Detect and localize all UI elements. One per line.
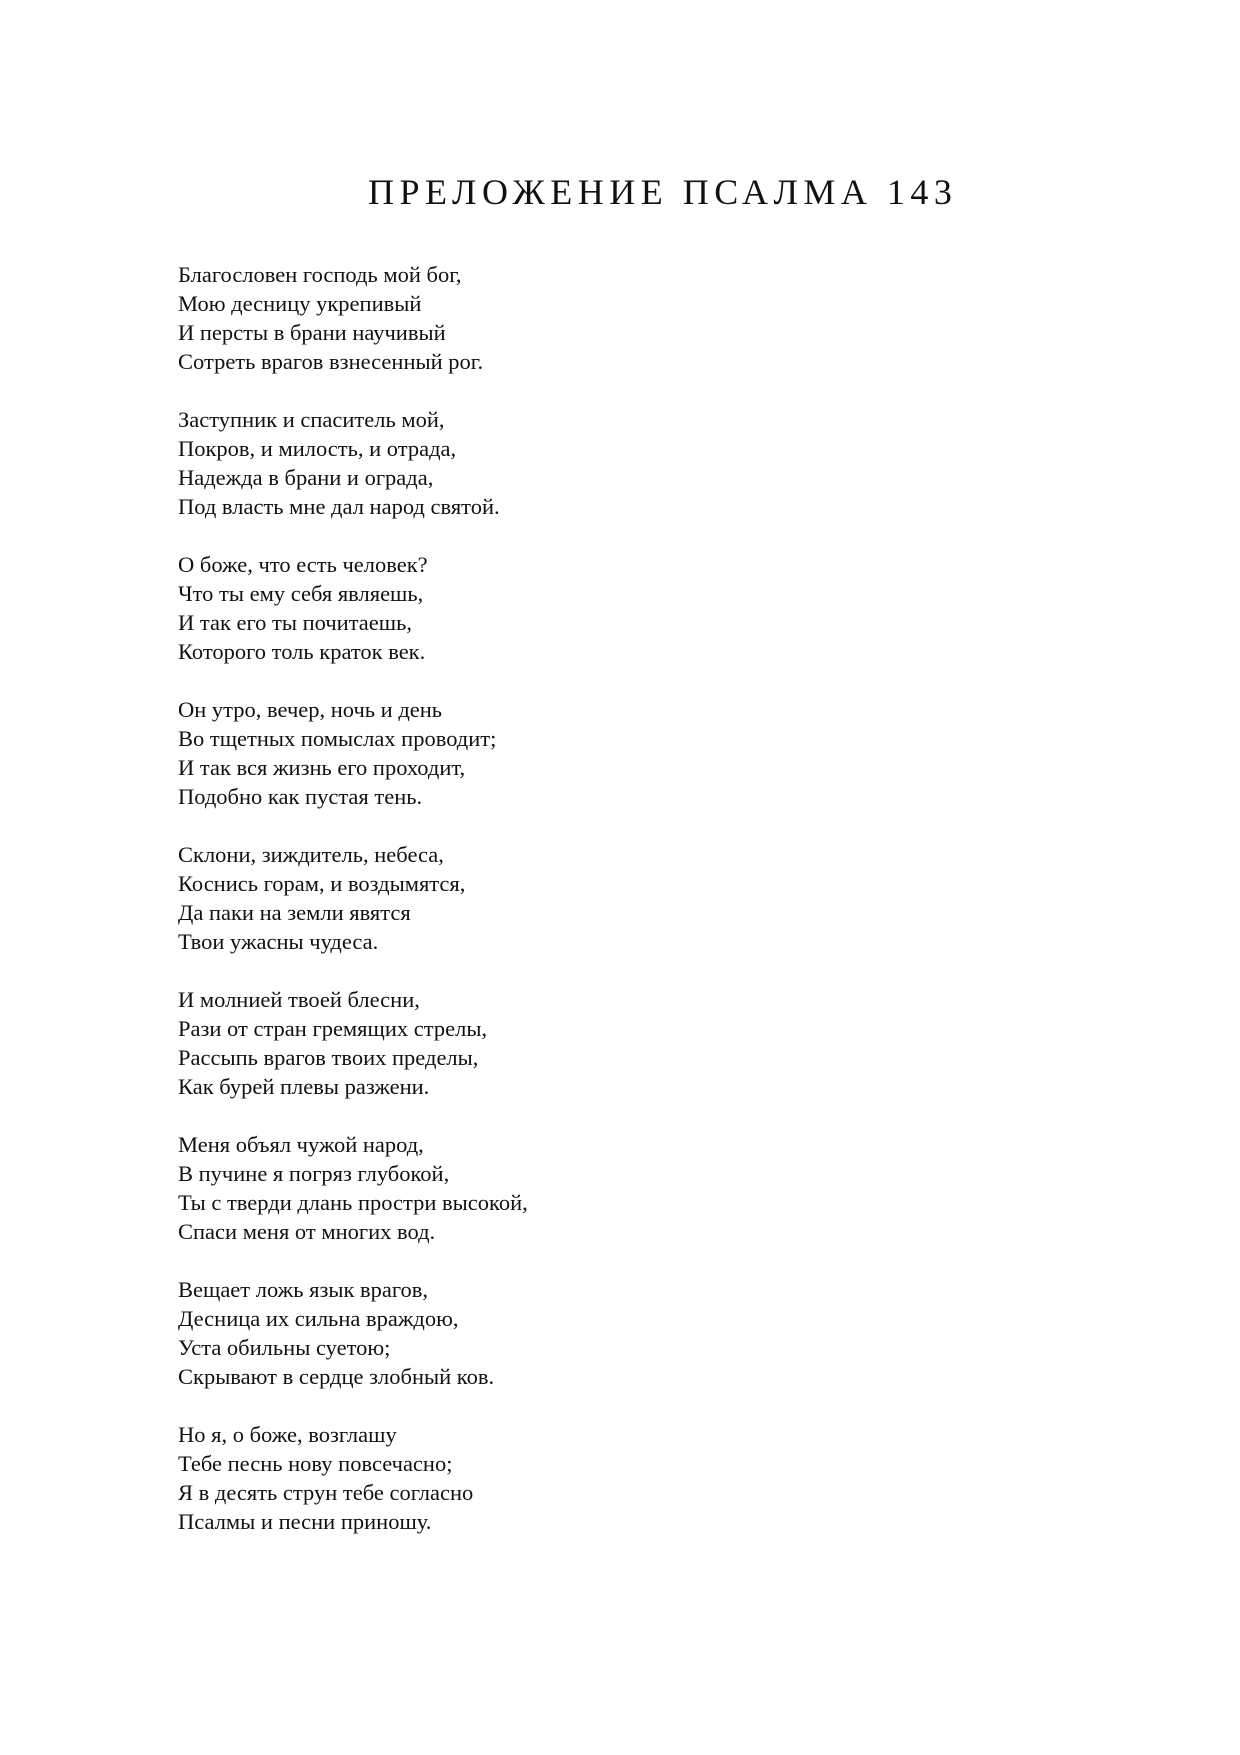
poem-line: Склони, зиждитель, небеса, xyxy=(178,842,444,867)
poem-line: Тебе песнь нову повсечасно; xyxy=(178,1451,453,1476)
poem-line: Мою десницу укрепивый xyxy=(178,291,422,316)
poem-line: О боже, что есть человек? xyxy=(178,552,428,577)
poem-line: Как бурей плевы разжени. xyxy=(178,1074,430,1099)
poem-line: Меня объял чужой народ, xyxy=(178,1132,424,1157)
poem-line: Заступник и спаситель мой, xyxy=(178,407,445,432)
poem-line: Надежда в брани и ограда, xyxy=(178,465,434,490)
poem-line: И так вся жизнь его проходит, xyxy=(178,755,466,780)
poem-line: Он утро, вечер, ночь и день xyxy=(178,697,443,722)
poem-line: Что ты ему себя являешь, xyxy=(178,581,424,606)
poem-line: Подобно как пустая тень. xyxy=(178,784,423,809)
poem-line: Под власть мне дал народ святой. xyxy=(178,494,500,519)
poem-line: Рассыпь врагов твоих пределы, xyxy=(178,1045,479,1070)
poem-line: Которого толь краток век. xyxy=(178,639,426,664)
poem-line: Покров, и милость, и отрада, xyxy=(178,436,457,461)
poem-line: И так его ты почитаешь, xyxy=(178,610,412,635)
stanza-3 xyxy=(178,550,978,695)
poem-line: Сотреть врагов взнесенный рог. xyxy=(178,349,484,374)
poem-line: Но я, о боже, возглашу xyxy=(178,1422,397,1447)
page-title: ПРЕЛОЖЕНИЕ ПСАЛМА 143 xyxy=(368,172,958,212)
stanza-1 xyxy=(178,260,978,405)
stanza-4 xyxy=(178,695,978,840)
poem xyxy=(178,260,978,1565)
poem-line: Во тщетных помыслах проводит; xyxy=(178,726,497,751)
poem-line: И молнией твоей блесни, xyxy=(178,987,420,1012)
poem-line: Спаси меня от многих вод. xyxy=(178,1219,436,1244)
poem-line: Псалмы и песни приношу. xyxy=(178,1509,432,1534)
poem-line: Я в десять струн тебе согласно xyxy=(178,1480,474,1505)
poem-line: Уста обильны суетою; xyxy=(178,1335,391,1360)
poem-line: И персты в брани научивый xyxy=(178,320,446,345)
stanza-8 xyxy=(178,1275,978,1420)
poem-line: Рази от стран гремящих стрелы, xyxy=(178,1016,488,1041)
poem-line: Вещает ложь язык врагов, xyxy=(178,1277,429,1302)
poem-line: Твои ужасны чудеса. xyxy=(178,929,379,954)
stanza-5 xyxy=(178,840,978,985)
poem-line: Коснись горам, и воздымятся, xyxy=(178,871,466,896)
poem-line: Да паки на земли явятся xyxy=(178,900,411,925)
stanza-2 xyxy=(178,405,978,550)
stanza-7 xyxy=(178,1130,978,1275)
stanza-9 xyxy=(178,1420,978,1565)
poem-line: Благословен господь мой бог, xyxy=(178,262,462,287)
poem-line: Десница их сильна враждою, xyxy=(178,1306,459,1331)
poem-line: Скрывают в сердце злобный ков. xyxy=(178,1364,495,1389)
stanza-6 xyxy=(178,985,978,1130)
poem-line: В пучине я погряз глубокой, xyxy=(178,1161,450,1186)
poem-line: Ты с тверди длань простри высокой, xyxy=(178,1190,528,1215)
